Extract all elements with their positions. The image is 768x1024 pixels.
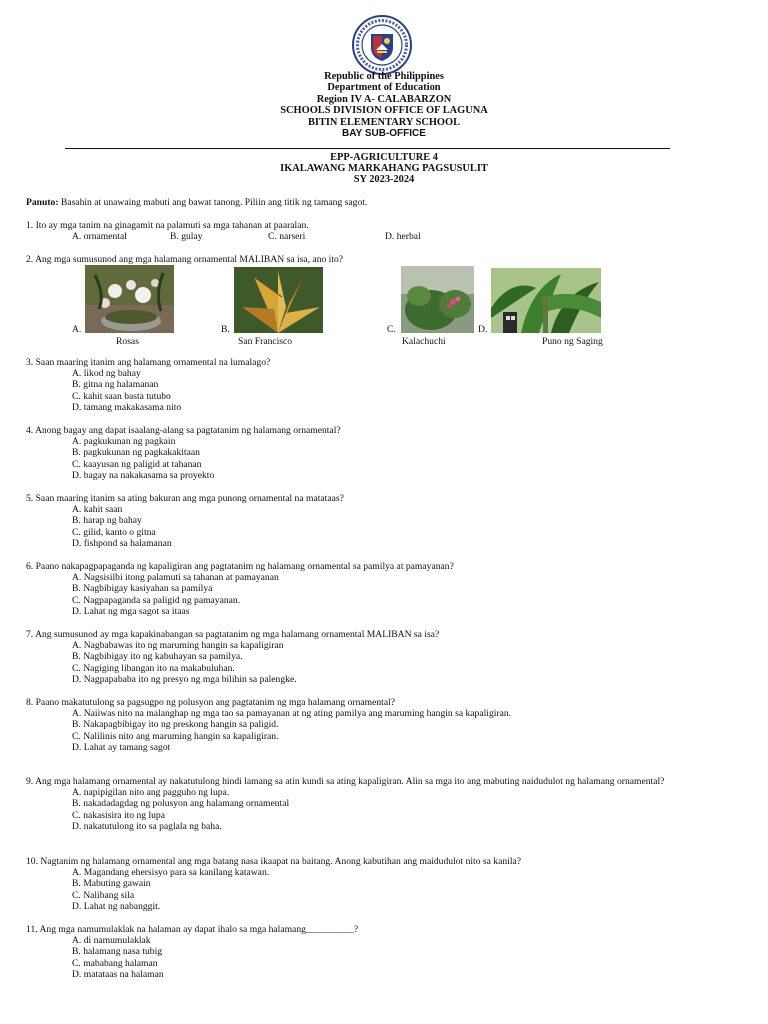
question-5 (26, 493, 746, 549)
option-c: C. Nagiging libangan ito na makabuluhan. (72, 662, 235, 674)
q2-letter-d: D. (478, 324, 488, 335)
question-text: 1. Ito ay mga tanim na ginagamit na palamuti sa mga tahanan at paaralan. (26, 220, 309, 231)
instructions-text: Basahin at unawaing mabuti ang bawat tanong. Piliin ang titik ng tamang sagot. (58, 197, 368, 208)
option-d: D. Lahat ay tamang sagot (72, 741, 171, 753)
question-text: 6. Paano nakapagpapaganda ng kapaligiran ang pagtatanim ng halamang ornamental sa pamilya at pamayanan? (26, 561, 454, 572)
option-d: D. tamang makakasama nito (72, 401, 182, 413)
instructions (26, 197, 367, 208)
option-row (26, 231, 746, 242)
question-6 (26, 561, 746, 617)
option-d: D. Nagpapababa ito ng presyo ng mga bilihin sa palengke. (72, 673, 297, 685)
q2-caption-san-francisco: San Francisco (238, 336, 293, 347)
puno-ng-saging-image (491, 268, 601, 333)
exam-title: IKALAWANG MARKAHANG PAGSUSULIT (280, 163, 488, 175)
kalachuchi-image (401, 266, 474, 333)
option-b: B. nakadadagdag ng polusyon ang halamang ornamental (72, 798, 290, 810)
q2-caption-kalachuchi: Kalachuchi (402, 336, 446, 347)
option-a: A. Nagbabawas ito ng maruming hangin sa kapaligiran (72, 640, 284, 652)
option-a: A. likod ng bahay (72, 368, 141, 380)
rosas-image (85, 265, 174, 333)
option-d: D. Lahat ng nabanggit. (72, 900, 161, 912)
question-text: 9. Ang mga halamang ornamental ay nakatutulong hindi lamang sa atin kundi sa ating kapaligiran. Alin sa mga ito ang mabuting naidudulot ng halamang ornamental? (26, 776, 665, 787)
option-a: A. kahit saan (72, 504, 123, 516)
question-text: 11. Ang mga namumulaklak na halaman ay dapat ihalo sa mga halamang__________? (26, 924, 359, 935)
option-c: C. Nalilinis nito ang maruming hangin sa kapaligiran. (72, 730, 279, 742)
q2-caption-puno-ng-saging: Puno ng Saging (542, 336, 603, 347)
option-c: C. mababang halaman (72, 957, 158, 969)
exam-title-block (0, 152, 768, 186)
option-b: B. pagkukunan ng pagkakakitaan (72, 447, 200, 459)
option-b: B. Nakapagbibigay ito ng preskong hangin sa paligid. (72, 719, 279, 731)
question-10 (26, 856, 746, 912)
question-text: 7. Ang sumusunod ay mga kapakinabangan sa pagtatanim ng mga halamang ornamental MALIBAN sa isa? (26, 629, 440, 640)
option-c: C. kahit saan basta tutubo (72, 390, 171, 402)
option-c: C. kaayusan ng paligid at tahanan (72, 458, 202, 470)
option-a: A. Nagsisilbi itong palamuti sa tahanan at pamayanan (72, 572, 279, 584)
option-c: C. gilid, kanto o gitna (72, 526, 156, 538)
question-2 (26, 254, 746, 265)
option-b: B. Nagbibigay ito ng kabuhayan sa pamilya. (72, 651, 243, 663)
option-c: C. nakasisira ito ng lupa (72, 809, 165, 821)
exam-school-year: SY 2023-2024 (353, 174, 415, 186)
question-1 (26, 220, 746, 242)
option-b: B. Nagbibigay kasiyahan sa pamilya (72, 583, 213, 595)
school-header (0, 71, 768, 139)
question-text: 5. Saan maaring itanim sa ating bakuran ang mga punong ornamental na matataas? (26, 493, 344, 504)
question-text: 10. Nagtanim ng halamang ornamental ang mga batang nasa ikaapat na baitang. Anong kabutihan ang maidudulot nito sa kanila? (26, 856, 522, 867)
q2-caption-rosas: Rosas (116, 336, 139, 347)
instructions-label: Panuto: (26, 197, 59, 208)
header-suboffice: BAY SUB-OFFICE (342, 128, 426, 140)
header-line-3: Region IV A- CALABARZON (316, 93, 452, 105)
q2-letter-b: B. (221, 324, 230, 335)
option-d: D. Lahat ng mga sagot sa itaas (72, 605, 190, 617)
header-divider (65, 148, 670, 149)
header-line-1: Republic of the Philippines (324, 71, 444, 82)
option-c: C. Nalibang sila (72, 889, 135, 901)
question-9 (26, 776, 746, 832)
san-francisco-image (234, 267, 323, 333)
option-c: C. Nagpapaganda sa paligid ng pamayanan. (72, 594, 241, 606)
question-text: 3. Saan maaring itanim ang halamang ornamental na lumalago? (26, 357, 271, 368)
option-a: A. Magandang ehersisyo para sa kanilang katawan. (72, 867, 270, 879)
question-text: 8. Paano makatutulong sa pagsugpo ng polusyon ang pagtatanim ng mga halamang ornamental? (26, 697, 396, 708)
question-text: 2. Ang mga sumusunod ang mga halamang ornamental MALIBAN sa isa, ano ito? (26, 254, 344, 265)
q2-letter-c: C. (387, 324, 396, 335)
deped-seal-logo (349, 14, 415, 76)
question-7 (26, 629, 746, 685)
option-b: B. gulay (170, 231, 203, 243)
option-d: D. nakatutulong ito sa paglala ng baha. (72, 820, 222, 832)
question-3 (26, 357, 746, 413)
option-b: B. halamang nasa tubig (72, 946, 163, 958)
option-a: A. di namumulaklak (72, 935, 151, 947)
option-a: A. pagkukunan ng pagkain (72, 436, 176, 448)
question-8 (26, 697, 746, 753)
question-11 (26, 924, 746, 980)
option-d: D. matataas na halaman (72, 968, 164, 980)
exam-subject: EPP-AGRICULTURE 4 (330, 152, 438, 163)
question-4 (26, 425, 746, 481)
question-text: 4. Anong bagay ang dapat isaalang-alang sa pagtatanim ng halamang ornamental? (26, 425, 341, 436)
q2-letter-a: A. (72, 324, 82, 335)
option-a: A. Naiiwas nito na malanghap ng mga tao sa pamayanan at ng ating pamilya ang maruming hangin sa kapaligiran. (72, 708, 512, 720)
header-line-2: Department of Education (327, 82, 441, 94)
option-b: B. harap ng bahay (72, 515, 142, 527)
option-a: A. napipigilan nito ang pagguho ng lupa. (72, 787, 230, 799)
option-a: A. ornamental (72, 231, 127, 243)
option-d: D. herbal (385, 231, 421, 243)
option-b: B. gitna ng halamanan (72, 379, 159, 391)
option-c: C. narseri (268, 231, 306, 243)
header-line-4: SCHOOLS DIVISION OFFICE OF LAGUNA (280, 105, 488, 117)
option-d: D. bagay na nakakasama sa proyekto (72, 469, 215, 481)
option-b: B. Mabuting gawain (72, 878, 151, 890)
option-d: D. fishpond sa halamanan (72, 537, 172, 549)
header-line-5: BITIN ELEMENTARY SCHOOL (307, 116, 461, 128)
